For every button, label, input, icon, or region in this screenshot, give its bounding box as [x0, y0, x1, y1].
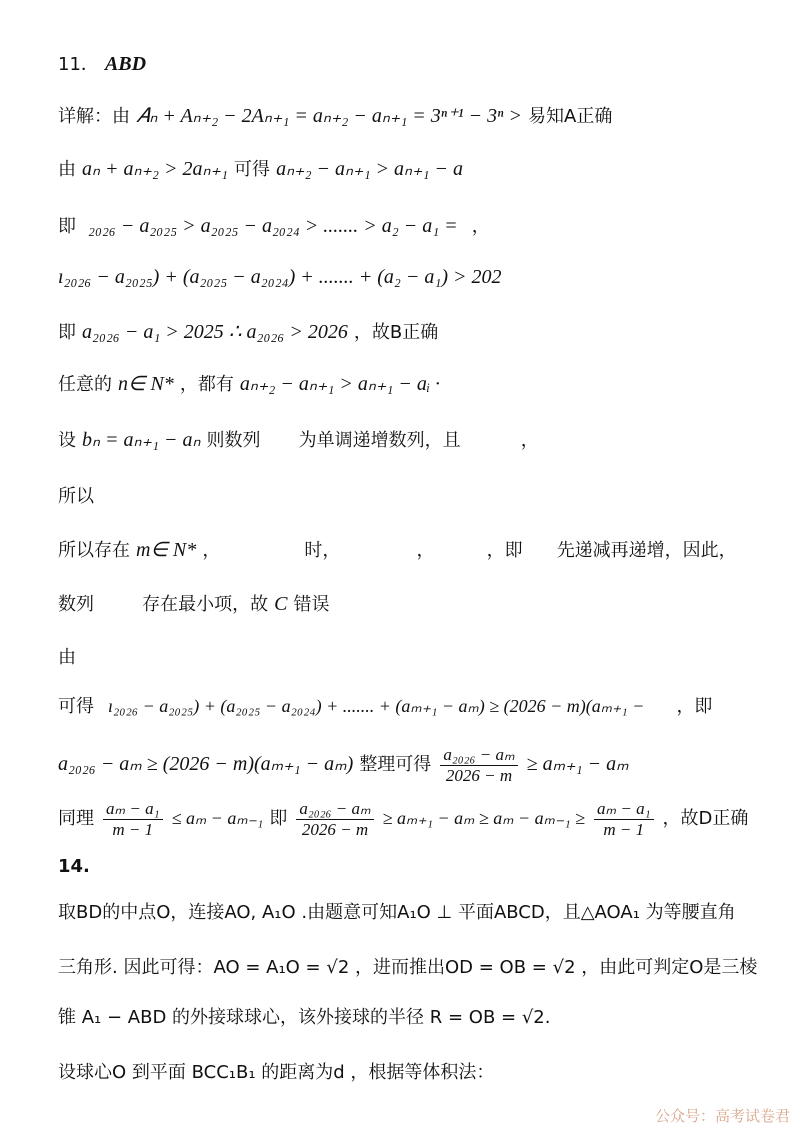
formula: ≥ aₘ₊₁ − aₘ — [526, 753, 629, 775]
formula: ≤ aₘ − aₘ₋₁ — [171, 808, 264, 828]
fraction-denominator: m − 1 — [603, 819, 645, 839]
formula: bₙ = aₙ₊₁ − aₙ — [82, 429, 201, 451]
text-label: 任意的 — [58, 374, 112, 395]
formula: C — [274, 593, 288, 615]
q14-line-4 — [58, 1058, 770, 1087]
q14-number: 14. — [58, 856, 90, 877]
formula: ı₂₀₂₆ − a₂₀₂₅) + (a₂₀₂₅ − a₂₀₂₄) + ....... + (a₂ − a₁) > 202 — [58, 266, 502, 288]
text-label: ， — [202, 540, 221, 561]
paragraph-text: 设球心O 到平面 BCC₁B₁ 的距离为d ，根据等体积法： — [58, 1062, 495, 1083]
paragraph-text: 三角形. 因此可得：AO = A₁O = √2 ，进而推出OD = OB = √2 ，由此可判定O是三棱 — [58, 957, 758, 978]
q14-line-2 — [58, 953, 770, 982]
text-label: ，都有 — [179, 374, 234, 395]
q11-number: 11． — [58, 54, 99, 75]
text-label: ， — [520, 430, 539, 451]
fraction — [103, 799, 162, 840]
watermark: 公众号：高考试卷君 — [654, 1107, 790, 1125]
formula: ı₂₀₂₆ − a₂₀₂₅) + (a₂₀₂₅ − a₂₀₂₄) + ....... + (aₘ₊₁ − aₘ) ≥ (2026 − m)(aₘ₊₁ − — [108, 696, 645, 716]
fraction-denominator: 2026 − m — [301, 819, 369, 839]
formula: n∈ N* — [118, 373, 174, 395]
text-label: 设 — [58, 430, 76, 451]
text-label: 为单调递增数列，且 — [298, 430, 461, 451]
text-label: ，即 — [486, 540, 523, 561]
q11-line-10 — [58, 590, 770, 619]
text-label: 则数列 — [206, 430, 261, 451]
text-label: 所以 — [58, 486, 94, 507]
fraction — [440, 745, 517, 786]
fraction-numerator: a₂₀₂₆ − aₘ — [296, 799, 373, 820]
q11-line-9 — [58, 536, 770, 565]
q11-line-5 — [58, 318, 770, 347]
formula: a₂₀₂₆ − a₁ > 2025 ∴ a₂₀₂₆ > 2026 — [82, 321, 348, 343]
q11-line-1 — [58, 102, 770, 131]
text-label: 整理可得 — [359, 754, 432, 775]
q14-line-3 — [58, 1003, 770, 1032]
formula: m∈ N* — [136, 539, 197, 561]
q11-line-11 — [58, 643, 770, 672]
text-label: 即 — [269, 808, 288, 829]
text-label: 数列 — [58, 594, 94, 615]
text-label: 可得 — [58, 696, 94, 717]
formula: aₙ + aₙ₊₂ > 2aₙ₊₁ — [82, 158, 228, 180]
text-label: 先递减再递增，因此， — [556, 540, 737, 561]
formula: aₙ₊₂ − aₙ₊₁ > aₙ₊₁ − a — [276, 158, 463, 180]
text-label: 由 — [58, 159, 76, 180]
text-label: 同理 — [58, 808, 94, 829]
paragraph-text: 取BD的中点O，连接AO, A₁O .由题意可知A₁O ⊥ 平面ABCD，且△AOA₁ 为等腰直角 — [58, 902, 736, 923]
text-label: 易知A正确 — [528, 106, 613, 127]
fraction — [296, 799, 373, 840]
q11-line-2 — [58, 155, 770, 184]
q11-line-4 — [58, 263, 770, 291]
q11-heading-line — [58, 50, 770, 79]
text-label: 由 — [58, 647, 76, 668]
text-label: ， — [471, 216, 490, 237]
formula: ₂₀₂₆ − a₂₀₂₅ > a₂₀₂₅ − a₂₀₂₄ > ....... > a₂ − a₁ = — [88, 215, 458, 237]
q11-answer: ABD — [104, 53, 147, 75]
text-label: 时， — [304, 540, 341, 561]
text-label: 存在最小项，故 — [142, 594, 269, 615]
text-label: ，故D正确 — [662, 808, 749, 829]
text-label: ，故B正确 — [353, 322, 439, 343]
fraction-denominator: 2026 − m — [445, 765, 513, 785]
fraction — [594, 799, 653, 840]
q14-heading-line — [58, 852, 770, 881]
text-label: 即 — [58, 216, 76, 237]
q11-line-6 — [58, 370, 770, 399]
q11-line-8 — [58, 482, 770, 511]
fraction-numerator: aₘ − a₁ — [103, 799, 162, 820]
text-label: 所以存在 — [58, 540, 130, 561]
text-label: 详解：由 — [58, 106, 130, 127]
fraction-denominator: m − 1 — [112, 819, 154, 839]
q11-line-12 — [58, 692, 770, 721]
q11-line-13 — [58, 738, 770, 790]
fraction-numerator: a₂₀₂₆ − aₘ — [440, 745, 517, 766]
text-label: ， — [416, 540, 435, 561]
text-label: 可得 — [234, 159, 271, 180]
text-label: 错误 — [293, 594, 330, 615]
q11-line-7 — [58, 426, 770, 455]
paragraph-text: 锥 A₁ − ABD 的外接球球心，该外接球的半径 R = OB = √2. — [58, 1007, 551, 1028]
text-label: ，即 — [676, 696, 713, 717]
q11-line-3 — [58, 212, 770, 241]
q11-line-14 — [58, 792, 770, 844]
formula: aₙ₊₂ − aₙ₊₁ > aₙ₊₁ − aᵢ · — [239, 373, 440, 395]
formula: 𝐴ₙ + Aₙ₊₂ − 2Aₙ₊₁ = aₙ₊₂ − aₙ₊₁ = 3ⁿ⁺¹ − 3ⁿ > — [136, 105, 522, 127]
formula: ≥ aₘ₊₁ − aₘ ≥ aₘ − aₘ₋₁ ≥ — [382, 808, 585, 828]
fraction-numerator: aₘ − a₁ — [594, 799, 653, 820]
text-label: 即 — [58, 322, 76, 343]
formula: a₂₀₂₆ − aₘ ≥ (2026 − m)(aₘ₊₁ − aₘ) — [58, 753, 354, 775]
q14-line-1 — [58, 898, 770, 927]
